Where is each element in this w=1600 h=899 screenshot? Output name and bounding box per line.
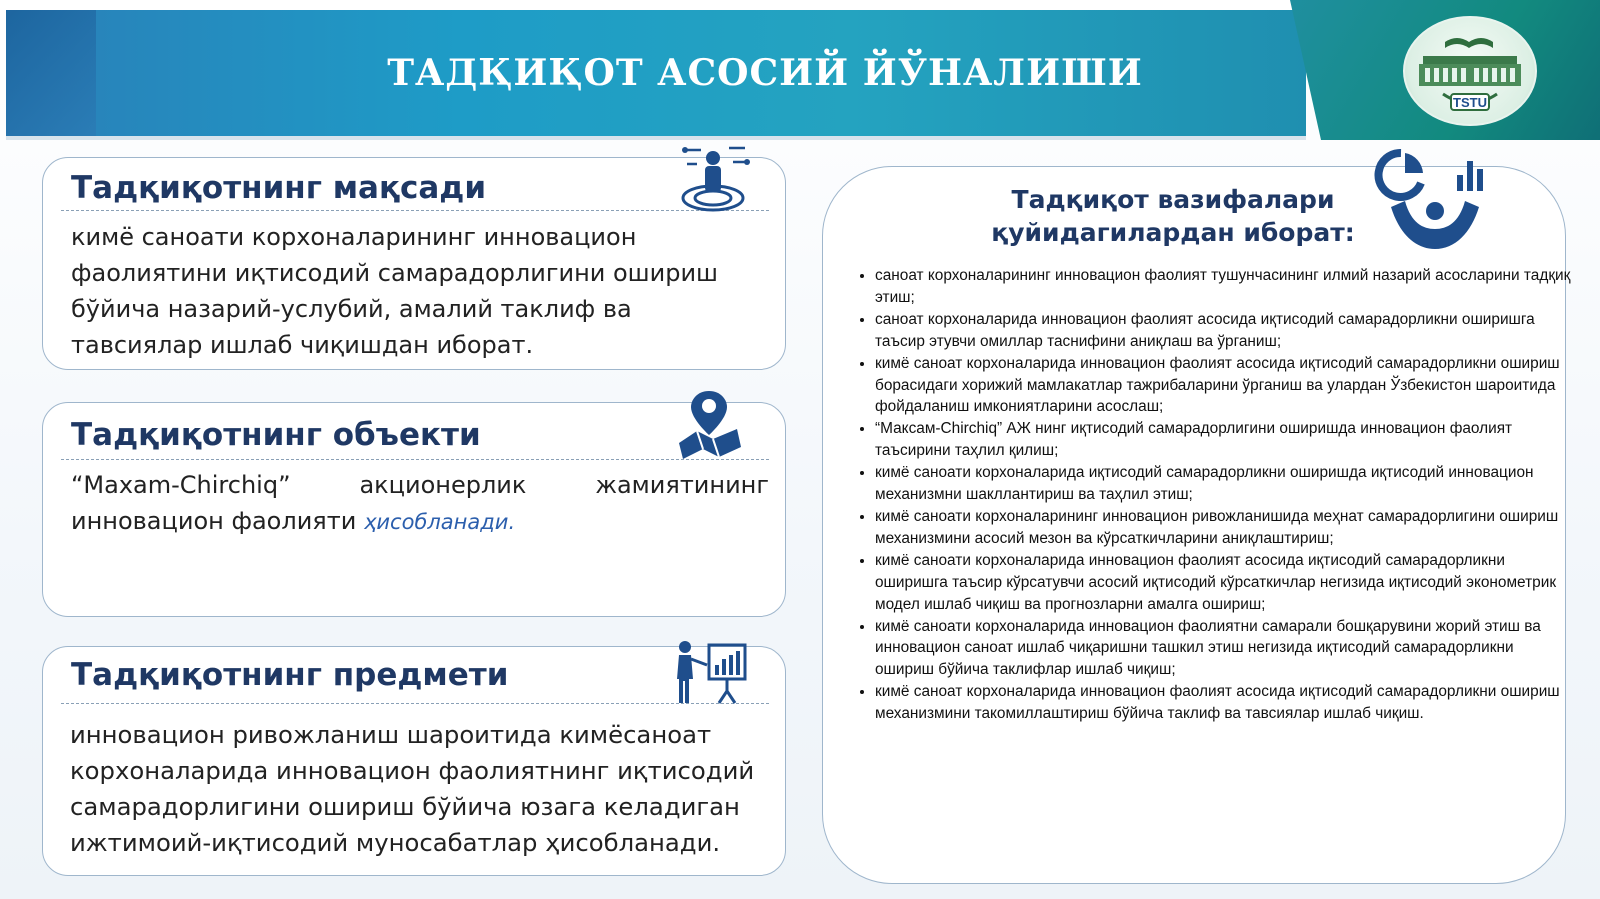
person-charts-icon bbox=[1371, 149, 1489, 253]
goal-text: кимё саноати корхоналарининг инновацион фаолиятини иқтисодий самарадорлигини ошириш бўйича назарий-услубий, амалий таклиф ва тавсиялар ишлаб чиқишдан иборат. bbox=[71, 223, 719, 359]
object-text-highlight: ҳисобланади. bbox=[363, 510, 516, 534]
logo-text: TSTU bbox=[1453, 95, 1487, 110]
object-heading: Тадқиқотнинг объекти bbox=[71, 417, 481, 453]
task-item: • кимё саноати корхоналарида инновацион фаолиятни самарали бошқарувини жорий этиш ва инновацион саноат ишлаб чиқаришни ташкил этиш негизида иқтисодий самарадорликни ошириш бўйича таклифлар ишлаб чиқиш; bbox=[875, 616, 1575, 682]
object-box bbox=[42, 402, 786, 617]
task-item: • кимё саноат корхоналарида инновацион фаолият асосида иқтисодий самарадорликни ошириш механизмини такомиллаштириш бўйича таклиф ва тавсиялар ишлаб чиқиш. bbox=[875, 681, 1575, 725]
map-pin-icon bbox=[673, 389, 745, 461]
subject-box bbox=[42, 646, 786, 876]
task-item: • “Максам-Chirchiq” АЖ нинг иқтисодий самарадорлигини оширишда инновацион фаолият таъсирини таҳлил қилиш; bbox=[875, 418, 1575, 462]
task-item: • саноат корхоналарининг инновацион фаолият тушунчасининг илмий назарий асосларини тадқиқ этиш; bbox=[875, 265, 1575, 309]
goal-box bbox=[42, 157, 786, 370]
task-item: • кимё саноат корхоналарида инновацион фаолият асосида иқтисодий самарадорликни ошириш борасидаги хорижий мамлакатлар тажрибаларини ўрганиш ва улардан Ўзбекистон шароитида фойдаланиш имкониятларини асослаш; bbox=[875, 353, 1575, 419]
object-text-line2 bbox=[71, 503, 769, 540]
object-text-main: инновацион фаолияти bbox=[71, 507, 357, 535]
object-text-line1 bbox=[71, 467, 769, 503]
subject-divider bbox=[61, 703, 769, 704]
tasks-heading-line1: Тадқиқот вазифалари bbox=[1011, 185, 1335, 214]
task-item: • кимё саноати корхоналарида иқтисодий самарадорликни оширишда иқтисодий инновацион механизмни шакллантириш ва таҳлил этиш; bbox=[875, 462, 1575, 506]
tasks-heading-line2: қуйидагилардан иборат: bbox=[991, 218, 1355, 247]
object-word-3: жамиятининг bbox=[595, 471, 769, 499]
subject-text: инновацион ривожланиш шароитида кимёсаноат корхоналарида инновацион фаолиятнинг иқтисодий самарадорлигини ошириш бўйича юзага келадиган ижтимоий-иқтисодий муносабатлар ҳисобланади. bbox=[70, 720, 755, 857]
page-title: ТАДҚИҚОТ АСОСИЙ ЙЎНАЛИШИ bbox=[387, 52, 1143, 94]
tstu-logo bbox=[1403, 16, 1537, 126]
subject-heading: Тадқиқотнинг предмети bbox=[71, 657, 509, 693]
tasks-panel bbox=[822, 166, 1571, 884]
tasks-heading bbox=[973, 183, 1373, 249]
object-divider bbox=[61, 459, 769, 460]
task-item: • саноат корхоналарида инновацион фаолият асосида иқтисодий самарадорликни оширишга таъсир этувчи омиллар таснифини аниқлаш ва ўрганиш; bbox=[875, 309, 1575, 353]
object-word-1: “Maxam-Chirchiq” bbox=[71, 471, 291, 499]
object-word-2: акционерлик bbox=[359, 471, 527, 499]
university-building-icon bbox=[1405, 18, 1535, 124]
goal-divider bbox=[61, 210, 769, 211]
tasks-list bbox=[845, 265, 1575, 725]
presenter-chart-icon bbox=[673, 639, 751, 705]
target-person-icon bbox=[679, 142, 751, 214]
object-text bbox=[71, 467, 769, 540]
goal-heading: Тадқиқотнинг мақсади bbox=[71, 170, 487, 206]
task-item: • кимё саноати корхоналарининг инновацион ривожланишида меҳнат самарадорлигини ошириш механизмини асосий мезон ва кўрсаткичларини аниқлаштириш; bbox=[875, 506, 1575, 550]
task-item: • кимё саноати корхоналарида инновацион фаолият асосида иқтисодий самарадорликни оширишга таъсир кўрсатувчи асосий иқтисодий кўрсаткичлар негизида иқтисодий эконометрик модел ишлаб чиқиш ва прогнозларни амалга ошириш; bbox=[875, 550, 1575, 616]
